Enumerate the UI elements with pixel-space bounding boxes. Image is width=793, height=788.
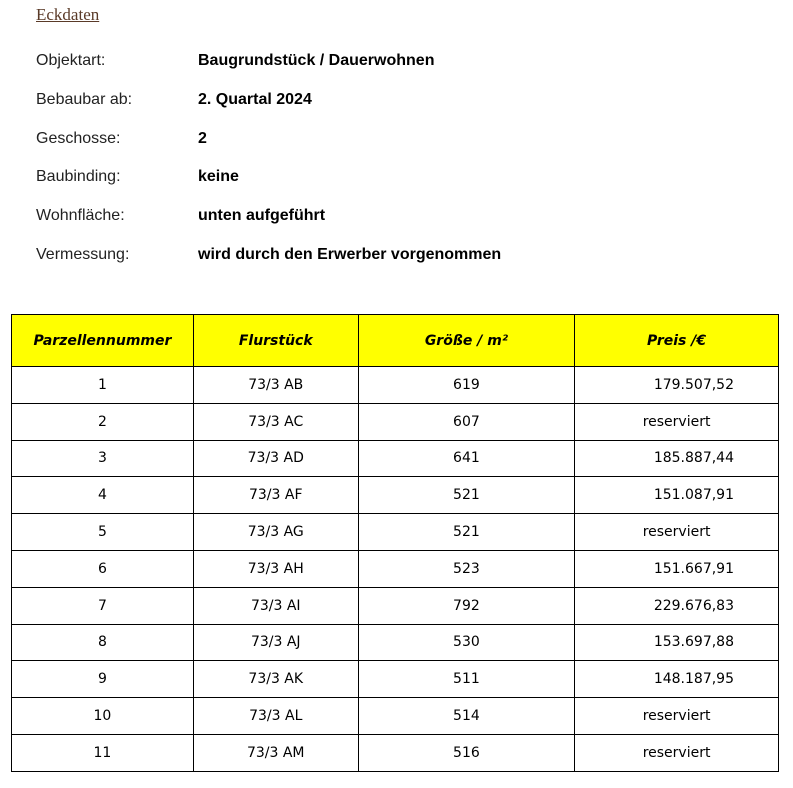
section-heading: Eckdaten [36, 5, 100, 24]
table-row [12, 661, 779, 698]
fact-label: Bebaubar ab: [36, 91, 133, 109]
cell-plot: 73/3 AD [193, 440, 358, 477]
fact-row [36, 42, 501, 81]
cell-parcel-number: 3 [12, 440, 194, 477]
cell-plot: 73/3 AH [193, 550, 358, 587]
cell-plot: 73/3 AK [193, 661, 358, 698]
cell-price: reserviert [575, 698, 779, 735]
cell-size: 521 [358, 477, 575, 514]
header-price: Preis /€ [575, 315, 779, 367]
cell-size: 521 [358, 514, 575, 551]
key-facts-list [36, 42, 501, 274]
cell-plot: 73/3 AM [193, 734, 358, 771]
cell-price: reserviert [575, 403, 779, 440]
fact-value: 2 [198, 129, 207, 147]
cell-size: 792 [358, 587, 575, 624]
fact-value: wird durch den Erwerber vorgenommen [198, 245, 502, 263]
cell-parcel-number: 10 [12, 698, 194, 735]
fact-label: Vermessung: [36, 245, 130, 263]
table-row [12, 477, 779, 514]
fact-label: Baubinding: [36, 168, 121, 186]
cell-plot: 73/3 AL [193, 698, 358, 735]
cell-plot: 73/3 AB [193, 367, 358, 404]
cell-size: 607 [358, 403, 575, 440]
cell-parcel-number: 8 [12, 624, 194, 661]
cell-price: reserviert [575, 734, 779, 771]
fact-label: Wohnfläche: [36, 207, 125, 225]
cell-parcel-number: 6 [12, 550, 194, 587]
fact-row [36, 81, 501, 120]
cell-plot: 73/3 AJ [193, 624, 358, 661]
cell-size: 619 [358, 367, 575, 404]
table-row [12, 624, 779, 661]
header-size: Größe / m² [358, 315, 575, 367]
cell-price: 151.667,91 [575, 550, 779, 587]
cell-size: 641 [358, 440, 575, 477]
table-row [12, 734, 779, 771]
table-row [12, 698, 779, 735]
cell-size: 514 [358, 698, 575, 735]
cell-price: 148.187,95 [575, 661, 779, 698]
cell-plot: 73/3 AC [193, 403, 358, 440]
cell-parcel-number: 9 [12, 661, 194, 698]
table-row [12, 550, 779, 587]
cell-size: 516 [358, 734, 575, 771]
fact-value: 2. Quartal 2024 [198, 91, 312, 109]
table-row [12, 440, 779, 477]
cell-price: 179.507,52 [575, 367, 779, 404]
fact-label: Objektart: [36, 52, 106, 70]
header-parcel-number: Parzellennummer [12, 315, 194, 367]
cell-price: 153.697,88 [575, 624, 779, 661]
fact-row [36, 197, 501, 236]
table-row [12, 587, 779, 624]
cell-plot: 73/3 AI [193, 587, 358, 624]
cell-parcel-number: 7 [12, 587, 194, 624]
cell-parcel-number: 11 [12, 734, 194, 771]
cell-plot: 73/3 AG [193, 514, 358, 551]
fact-value: Baugrundstück / Dauerwohnen [198, 52, 435, 70]
fact-value: keine [198, 168, 239, 186]
cell-price: 185.887,44 [575, 440, 779, 477]
header-plot: Flurstück [193, 315, 358, 367]
fact-row [36, 119, 501, 158]
parcel-table [11, 314, 779, 772]
cell-parcel-number: 5 [12, 514, 194, 551]
cell-size: 530 [358, 624, 575, 661]
table-row [12, 403, 779, 440]
cell-size: 511 [358, 661, 575, 698]
fact-label: Geschosse: [36, 129, 121, 147]
table-header-row [12, 315, 779, 367]
fact-row [36, 235, 501, 274]
cell-price: reserviert [575, 514, 779, 551]
cell-parcel-number: 4 [12, 477, 194, 514]
cell-size: 523 [358, 550, 575, 587]
fact-value: unten aufgeführt [198, 207, 326, 225]
fact-row [36, 158, 501, 197]
table-row [12, 514, 779, 551]
cell-plot: 73/3 AF [193, 477, 358, 514]
cell-parcel-number: 1 [12, 367, 194, 404]
table-row [12, 367, 779, 404]
cell-price: 229.676,83 [575, 587, 779, 624]
cell-parcel-number: 2 [12, 403, 194, 440]
cell-price: 151.087,91 [575, 477, 779, 514]
